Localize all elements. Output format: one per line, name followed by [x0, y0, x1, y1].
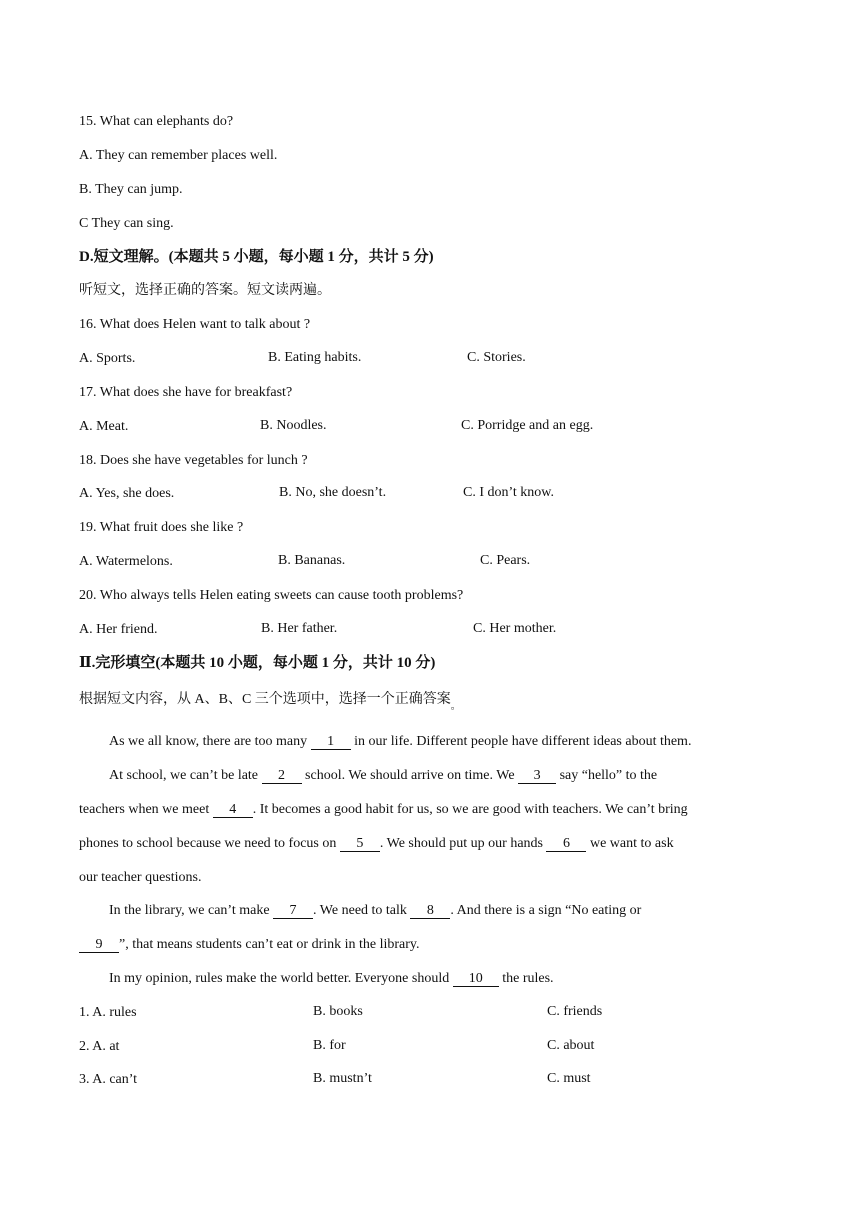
text: . We should put up our hands [379, 836, 547, 851]
blank-2: 2 [262, 768, 302, 784]
question-18: 18. Does she have vegetables for lunch ? [79, 453, 308, 468]
blank-3: 3 [518, 768, 556, 784]
section-2-instruction-end: 。 [450, 701, 461, 712]
blank-10: 10 [453, 971, 499, 987]
option-15c: C They can sing. [79, 216, 174, 231]
option-1c: C. friends [547, 1004, 603, 1019]
question-16: 16. What does Helen want to talk about ? [79, 317, 311, 332]
option-18c: C. I don’t know. [463, 485, 554, 500]
blank-6: 6 [546, 836, 586, 852]
blank-5: 5 [340, 836, 380, 852]
option-19a: A. Watermelons. [79, 554, 173, 569]
text: teachers when we meet [79, 802, 213, 817]
blank-9: 9 [79, 937, 119, 953]
text: ”, that means students can’t eat or drink in the library. [119, 937, 420, 952]
passage-line-7 [79, 936, 420, 954]
option-1b: B. books [313, 1004, 363, 1019]
option-16a: A. Sports. [79, 351, 136, 366]
text: . It becomes a good habit for us, so we are good with teachers. We can’t bring [252, 802, 688, 817]
passage-line-5: our teacher questions. [79, 870, 202, 885]
question-19: 19. What fruit does she like ? [79, 520, 244, 535]
option-19c: C. Pears. [480, 553, 531, 568]
text: . We need to talk [313, 903, 411, 918]
option-20a: A. Her friend. [79, 622, 158, 637]
option-2c: C. about [547, 1038, 595, 1053]
option-1a: 1. A. rules [79, 1005, 137, 1020]
question-15: 15. What can elephants do? [79, 114, 234, 129]
passage-line-6 [109, 902, 641, 920]
question-20: 20. Who always tells Helen eating sweets can cause tooth problems? [79, 588, 464, 603]
option-18a: A. Yes, she does. [79, 486, 175, 501]
section-d-title: D.短文理解。(本题共 5 小题，每小题 1 分，共计 5 分) [79, 249, 434, 265]
text: we want to ask [586, 836, 674, 851]
option-20b: B. Her father. [261, 621, 338, 636]
option-17b: B. Noodles. [260, 418, 327, 433]
option-18b: B. No, she doesn’t. [279, 485, 387, 500]
text: As we all know, there are too many [109, 734, 311, 749]
blank-8: 8 [410, 903, 450, 919]
option-20c: C. Her mother. [473, 621, 557, 636]
passage-line-1 [109, 733, 691, 751]
option-3b: B. mustn’t [313, 1071, 372, 1086]
text: At school, we can’t be late [109, 768, 262, 783]
option-2a: 2. A. at [79, 1039, 120, 1054]
question-17: 17. What does she have for breakfast? [79, 385, 293, 400]
text: In the library, we can’t make [109, 903, 274, 918]
option-2b: B. for [313, 1038, 346, 1053]
section-2-title: Ⅱ.完形填空(本题共 10 小题，每小题 1 分，共计 10 分) [79, 655, 436, 671]
option-3a: 3. A. can’t [79, 1072, 138, 1087]
option-17a: A. Meat. [79, 419, 129, 434]
passage-line-4 [79, 835, 674, 853]
text: school. We should arrive on time. We [301, 768, 519, 783]
text: . And there is a sign “No eating or [450, 903, 642, 918]
option-15a: A. They can remember places well. [79, 148, 278, 163]
text: say “hello” to the [556, 768, 658, 783]
text: phones to school because we need to focus on [79, 836, 340, 851]
blank-4: 4 [213, 802, 253, 818]
passage-line-8 [109, 970, 554, 988]
option-3c: C. must [547, 1071, 591, 1086]
option-16b: B. Eating habits. [268, 350, 362, 365]
text: In my opinion, rules make the world better. Everyone should [109, 971, 453, 986]
blank-7: 7 [273, 903, 313, 919]
blank-1: 1 [311, 734, 351, 750]
section-2-instruction [79, 691, 461, 710]
passage-line-2 [109, 767, 657, 785]
option-19b: B. Bananas. [278, 553, 346, 568]
section-2-instruction-text: 根据短文内容，从 A、B、C 三个选项中，选择一个正确答案 [79, 692, 451, 707]
option-17c: C. Porridge and an egg. [461, 418, 594, 433]
section-d-instruction: 听短文，选择正确的答案。短文读两遍。 [79, 283, 331, 298]
passage-line-3 [79, 801, 688, 819]
text: in our life. Different people have different ideas about them. [350, 734, 692, 749]
option-16c: C. Stories. [467, 350, 526, 365]
option-15b: B. They can jump. [79, 182, 183, 197]
text: the rules. [498, 971, 554, 986]
